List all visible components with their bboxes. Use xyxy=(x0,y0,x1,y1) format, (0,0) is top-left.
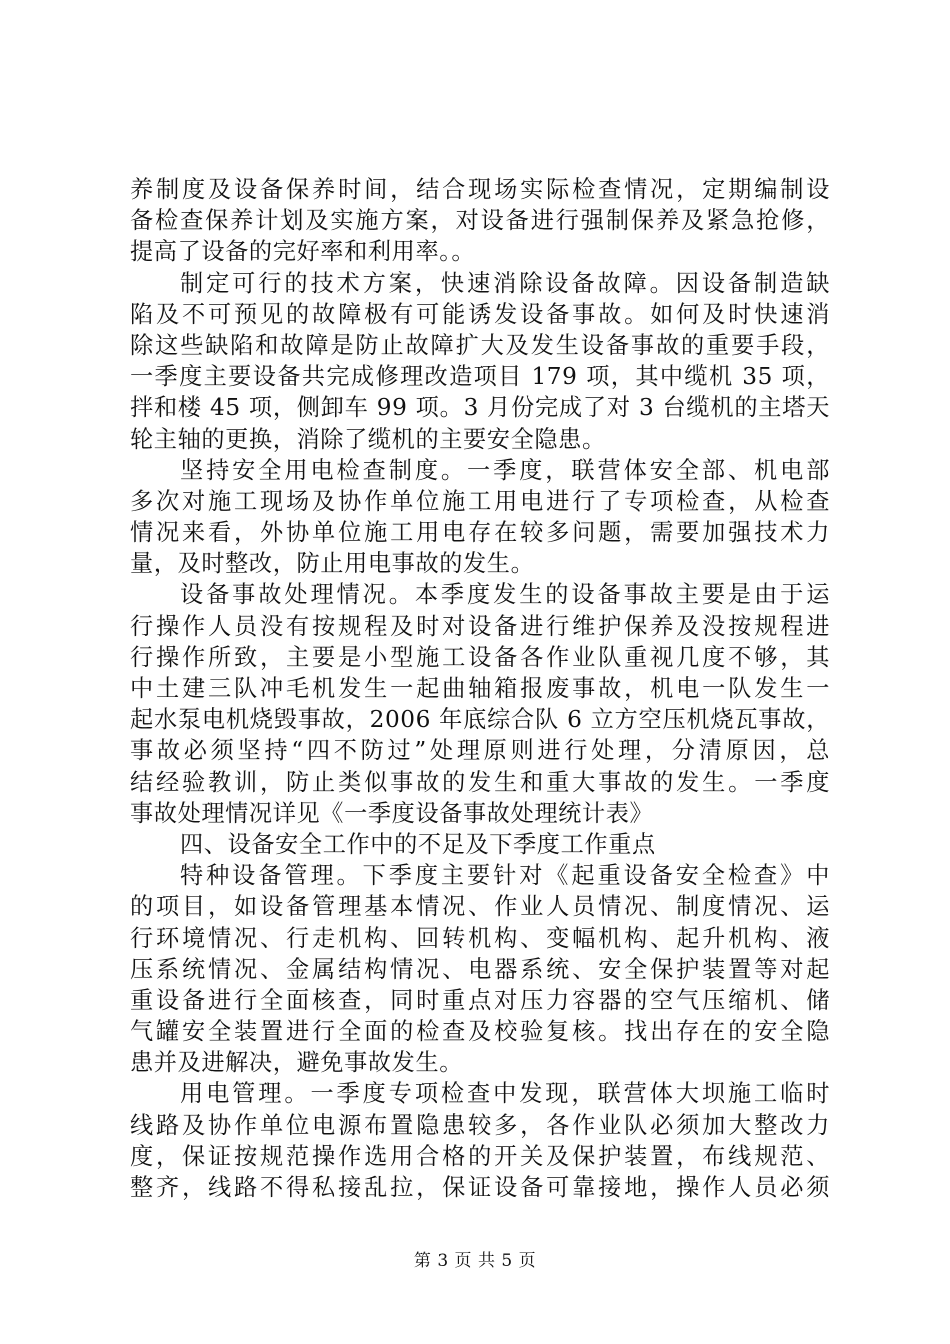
text-line: 整齐，线路不得私接乱拉，保证设备可靠接地，操作人员必须 xyxy=(130,1174,830,1201)
text-line: 重设备进行全面核查，同时重点对压力容器的空气压缩机、储 xyxy=(130,986,830,1014)
text-line: 起水泵电机烧毁事故，2006 年底综合队 6 立方空压机烧瓦事故， xyxy=(130,706,830,734)
page-footer: 第 3 页 共 5 页 xyxy=(413,1251,537,1271)
text-line: 行环境情况、行走机构、回转机构、变幅机构、起升机构、液 xyxy=(130,924,830,952)
text-line: 特种设备管理。下季度主要针对《起重设备安全检查》中 xyxy=(180,862,830,890)
text-line: 一季度主要设备共完成修理改造项目 179 项，其中缆机 35 项， xyxy=(130,363,830,391)
text-line: 用电管理。一季度专项检查中发现，联营体大坝施工临时 xyxy=(180,1080,830,1108)
text-line: 多次对施工现场及协作单位施工用电进行了专项检查，从检查 xyxy=(130,487,830,515)
text-line: 患并及进解决，避免事故发生。 xyxy=(130,1049,464,1077)
document-body xyxy=(130,174,830,1203)
text-line: 情况来看，外协单位施工用电存在较多问题，需要加强技术力 xyxy=(130,519,830,547)
text-line: 备检查保养计划及实施方案，对设备进行强制保养及紧急抢修， xyxy=(130,207,830,235)
text-line: 线路及协作单位电源布置隐患较多，各作业队必须加大整改力 xyxy=(130,1111,830,1139)
text-line: 拌和楼 45 项，侧卸车 99 项。3 月份完成了对 3 台缆机的主塔天 xyxy=(130,394,830,422)
text-line: 量，及时整改，防止用电事故的发生。 xyxy=(130,550,535,578)
text-line: 轮主轴的更换，消除了缆机的主要安全隐患。 xyxy=(130,425,606,453)
text-line: 制定可行的技术方案，快速消除设备故障。因设备制造缺 xyxy=(180,269,830,297)
text-line: 行操作人员没有按规程及时对设备进行维护保养及没按规程进 xyxy=(130,612,830,640)
text-line: 坚持安全用电检查制度。一季度，联营体安全部、机电部 xyxy=(180,456,830,484)
text-line: 四、设备安全工作中的不足及下季度工作重点 xyxy=(180,830,656,858)
text-line: 气罐安全装置进行全面的检查及校验复核。找出存在的安全隐 xyxy=(130,1018,830,1046)
text-line: 陷及不可预见的故障极有可能诱发设备事故。如何及时快速消 xyxy=(130,300,830,328)
text-line: 设备事故处理情况。本季度发生的设备事故主要是由于运 xyxy=(180,581,830,609)
text-line: 行操作所致，主要是小型施工设备各作业队重视几度不够，其 xyxy=(130,643,830,671)
text-line: 压系统情况、金属结构情况、电器系统、安全保护装置等对起 xyxy=(130,955,830,983)
text-line: 中土建三队冲毛机发生一起曲轴箱报废事故，机电一队发生一 xyxy=(130,675,830,702)
text-line: 除这些缺陷和故障是防止故障扩大及发生设备事故的重要手段， xyxy=(130,331,830,359)
text-line: 提高了设备的完好率和利用率。。 xyxy=(130,238,476,266)
text-line: 结经验教训，防止类似事故的发生和重大事故的发生。一季度 xyxy=(130,768,830,796)
text-line: 事故必须坚持“四不防过”处理原则进行处理，分清原因，总 xyxy=(130,737,830,765)
text-line: 养制度及设备保养时间，结合现场实际检查情况，定期编制设 xyxy=(130,176,830,203)
text-line: 的项目，如设备管理基本情况、作业人员情况、制度情况、运 xyxy=(130,893,830,921)
text-line: 事故处理情况详见《一季度设备事故处理统计表》 xyxy=(130,799,654,827)
text-line: 度，保证按规范操作选用合格的开关及保护装置，布线规范、 xyxy=(130,1142,830,1170)
